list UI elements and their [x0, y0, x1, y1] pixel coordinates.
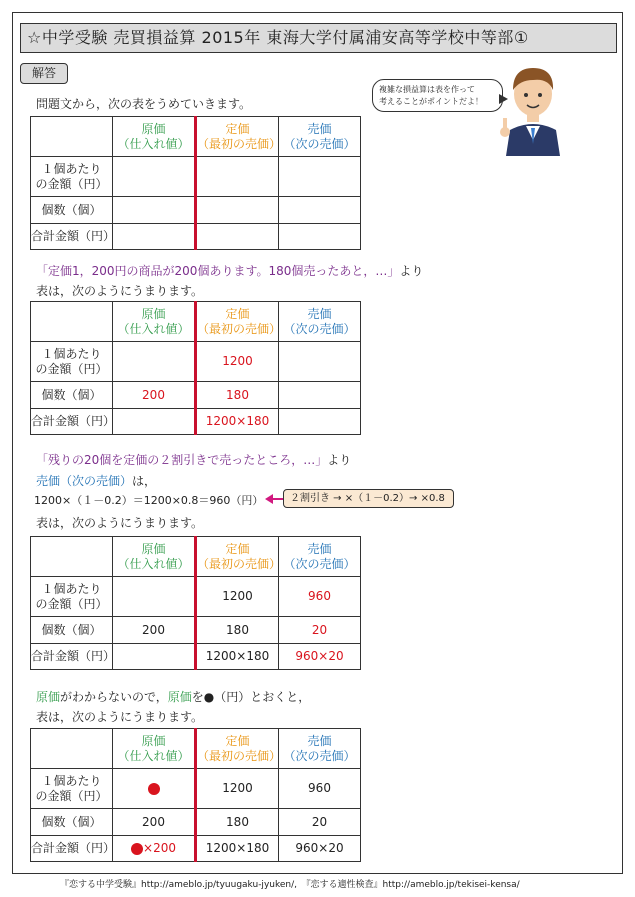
header-sale: 売価 — [307, 121, 332, 136]
cell-total-list: 1200×180 — [196, 409, 279, 435]
cell-total-sale: 960×20 — [279, 836, 361, 862]
table-step1 — [30, 301, 361, 435]
discount-callout: ２割引き → ×（１－0.2）→ ×0.8 — [283, 489, 454, 508]
row-label-unit: １個あたり — [41, 346, 102, 361]
step3-line2: 表は，次のようにうまります。 — [36, 710, 204, 724]
answer-tab: 解答 — [20, 63, 68, 84]
page-title: ☆中学受験 売買損益算 2015年 東海大学付属浦安高等学校中等部① — [20, 23, 617, 53]
cell-count-cost: 200 — [113, 382, 196, 409]
step2-quote: 「残りの20個を定価の２割引きで売ったところ，…」 — [36, 453, 328, 467]
step2-line3: 表は，次のようにうまります。 — [36, 516, 204, 530]
step1-yori: より — [399, 264, 424, 278]
step2-sale-line — [36, 472, 156, 489]
teacher-illustration — [498, 60, 568, 156]
step2-sale-wa: は， — [132, 474, 157, 488]
step2-quote-line — [36, 451, 351, 468]
intro-text: 問題文から，次の表をうめていきます。 — [36, 97, 252, 111]
row-label-unit: １個あたり — [41, 581, 102, 596]
cell-count-list: 180 — [196, 809, 279, 836]
row-label-total: 合計金額（円） — [31, 224, 113, 250]
speech-line-1: 複雑な損益算は表を作って — [379, 85, 475, 94]
cell-unit-list: 1200 — [196, 769, 279, 809]
row-label-total: 合計金額（円） — [31, 836, 113, 862]
cell-count-sale: 20 — [279, 617, 361, 644]
header-sale-sub: （次の売価） — [283, 136, 356, 151]
cell-total-cost-suffix: ×200 — [143, 841, 176, 855]
row-label-count: 個数（個） — [31, 382, 113, 409]
header-list-sub: （最初の売価） — [197, 556, 282, 571]
cell-count-cost: 200 — [113, 809, 196, 836]
header-list: 定価 — [225, 541, 250, 556]
step2-yori: より — [327, 453, 352, 467]
header-cost: 原価 — [141, 541, 166, 556]
step1-quote-line — [36, 262, 423, 279]
header-list-sub: （最初の売価） — [197, 748, 282, 763]
cell-count-cost: 200 — [113, 617, 196, 644]
unknown-cost-dot-icon — [148, 783, 160, 795]
step3-line1 — [36, 688, 310, 705]
header-cost-sub: （仕入れ値） — [117, 748, 190, 763]
arrow-line — [272, 498, 283, 500]
header-cost: 原価 — [141, 121, 166, 136]
cell-unit-sale: 960 — [279, 769, 361, 809]
step1-quote: 「定価1，200円の商品が200個あります。180個売ったあと，…」 — [36, 264, 400, 278]
header-list: 定価 — [225, 306, 250, 321]
row-label-total: 合計金額（円） — [31, 409, 113, 435]
header-sale-sub: （次の売価） — [283, 321, 356, 336]
table-step2 — [30, 536, 361, 670]
header-list-sub: （最初の売価） — [197, 136, 282, 151]
cell-total-list: 1200×180 — [196, 836, 279, 862]
cell-count-sale: 20 — [279, 809, 361, 836]
speech-line-2: 考えることがポイントだよ！ — [379, 97, 483, 106]
row-label-unit-sub: の金額（円） — [35, 361, 108, 376]
table-step3 — [30, 728, 361, 862]
row-label-count: 個数（個） — [31, 809, 113, 836]
step3-mid: がわからないので， — [60, 690, 168, 704]
step2-calc: 1200×（１－0.2）＝1200×0.8＝960（円） — [34, 494, 264, 507]
speech-bubble-tail — [499, 94, 508, 104]
row-label-unit: １個あたり — [41, 161, 102, 176]
header-cost: 原価 — [141, 306, 166, 321]
cell-count-list: 180 — [196, 617, 279, 644]
row-label-count: 個数（個） — [31, 197, 113, 224]
row-label-unit-sub: の金額（円） — [35, 788, 108, 803]
header-sale: 売価 — [307, 306, 332, 321]
cell-total-list: 1200×180 — [196, 644, 279, 670]
row-label-count: 個数（個） — [31, 617, 113, 644]
header-sale-sub: （次の売価） — [283, 748, 356, 763]
row-label-total: 合計金額（円） — [31, 644, 113, 670]
row-label-unit-sub: の金額（円） — [35, 176, 108, 191]
table-empty — [30, 116, 361, 250]
header-sale: 売価 — [307, 541, 332, 556]
unknown-cost-dot-icon — [131, 843, 143, 855]
header-cost: 原価 — [141, 733, 166, 748]
header-list: 定価 — [225, 121, 250, 136]
speech-bubble — [372, 79, 503, 112]
header-sale: 売価 — [307, 733, 332, 748]
header-list: 定価 — [225, 733, 250, 748]
cell-unit-list: 1200 — [196, 342, 279, 382]
row-label-unit-sub: の金額（円） — [35, 596, 108, 611]
cell-count-list: 180 — [196, 382, 279, 409]
step2-sale-label: 売価（次の売価） — [36, 474, 133, 488]
header-cost-sub: （仕入れ値） — [117, 556, 190, 571]
step3-cost-word: 原価 — [36, 690, 61, 704]
step3-tail: を●（円）とおくと， — [191, 690, 311, 704]
cell-total-sale: 960×20 — [279, 644, 361, 670]
step3-cost-word-2: 原価 — [167, 690, 192, 704]
row-label-unit: １個あたり — [41, 773, 102, 788]
cell-unit-sale: 960 — [279, 577, 361, 617]
step1-line2: 表は，次のようにうまります。 — [36, 284, 204, 298]
cell-unit-list: 1200 — [196, 577, 279, 617]
header-sale-sub: （次の売価） — [283, 556, 356, 571]
header-cost-sub: （仕入れ値） — [117, 321, 190, 336]
header-list-sub: （最初の売価） — [197, 321, 282, 336]
header-cost-sub: （仕入れ値） — [117, 136, 190, 151]
footer-credits: 『恋する中学受験』http://ameblo.jp/tyuugaku-jyuken/, 『恋する適性検査』http://ameblo.jp/tekisei-kensa/ — [60, 880, 520, 890]
